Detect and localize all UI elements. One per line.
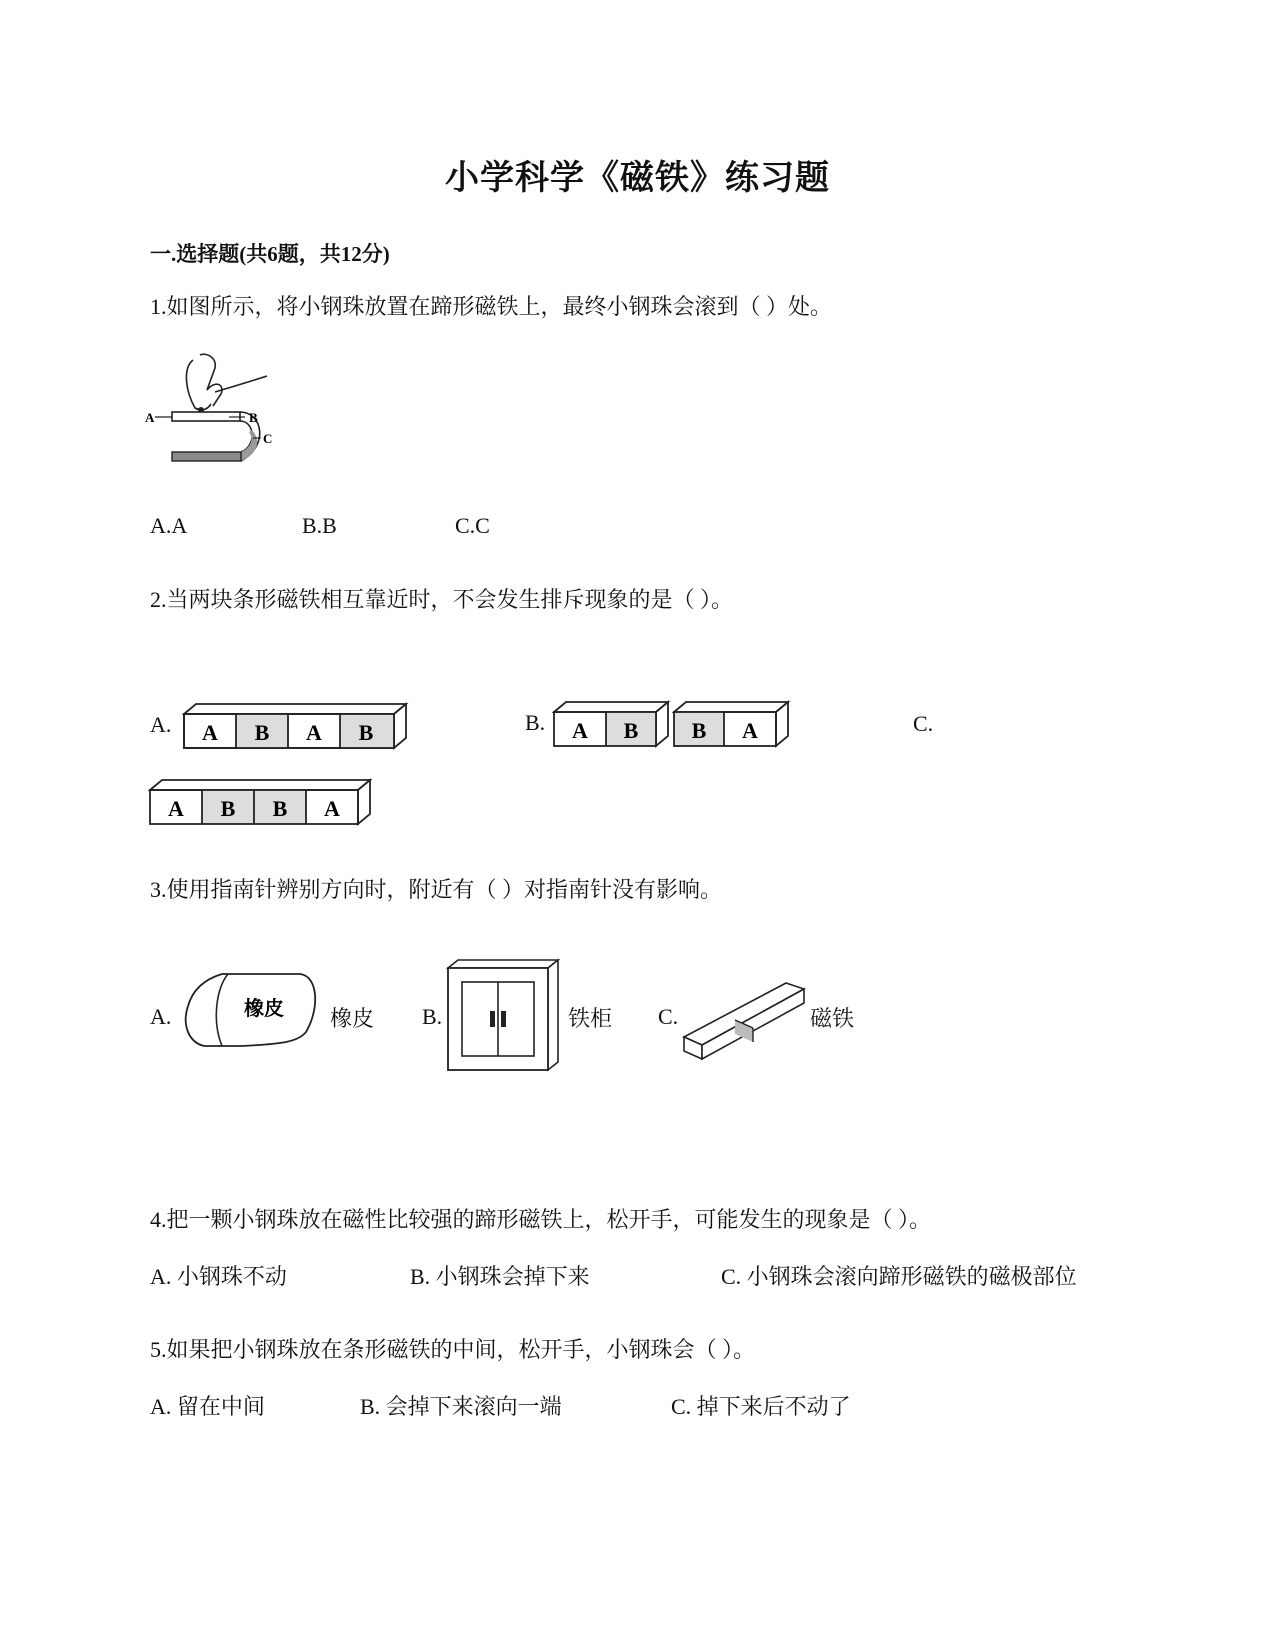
- question-3-stem: 3.使用指南针辨别方向时，附近有（ ）对指南针没有影响。: [150, 877, 723, 902]
- q1-option-a[interactable]: A.A: [150, 513, 188, 538]
- q3-option-c-name: 磁铁: [810, 1006, 855, 1031]
- figure-label-c: C: [263, 431, 273, 446]
- question-1-stem: 1.如图所示，将小钢珠放置在蹄形磁铁上，最终小钢珠会滚到（ ）处。: [150, 294, 833, 319]
- q3-option-b-label[interactable]: B.: [422, 1004, 443, 1029]
- q2b-letter-1: A: [572, 718, 588, 743]
- question-4-stem: 4.把一颗小钢珠放在磁性比较强的蹄形磁铁上，松开手，可能发生的现象是（ ）。: [150, 1207, 932, 1232]
- q2c-letter-1: A: [168, 796, 184, 821]
- q1-option-c[interactable]: C.C: [455, 513, 490, 538]
- q4-option-a[interactable]: A. 小钢珠不动: [150, 1264, 287, 1289]
- q2-figure-b: [552, 698, 792, 750]
- bar-magnet-icon: [682, 975, 812, 1067]
- q2c-letter-4: A: [324, 796, 340, 821]
- q2-option-c-label[interactable]: C.: [913, 711, 934, 736]
- q2b-letter-3: B: [691, 718, 707, 743]
- figure-label-b: B: [249, 410, 258, 425]
- q1-option-b[interactable]: B.B: [302, 513, 337, 538]
- q2a-letter-3: A: [306, 720, 322, 745]
- horseshoe-magnet-figure: [145, 350, 285, 490]
- q2a-letter-2: B: [254, 720, 270, 745]
- q4-option-c[interactable]: C. 小钢珠会滚向蹄形磁铁的磁极部位: [721, 1264, 1077, 1289]
- q5-option-c[interactable]: C. 掉下来后不动了: [671, 1394, 851, 1419]
- q3-option-a-label[interactable]: A.: [150, 1004, 172, 1029]
- q5-option-b[interactable]: B. 会掉下来滚向一端: [360, 1394, 562, 1419]
- q2b-letter-4: A: [742, 718, 758, 743]
- iron-cabinet-icon: [446, 958, 564, 1074]
- question-5-stem: 5.如果把小钢珠放在条形磁铁的中间，松开手，小钢珠会（ ）。: [150, 1337, 756, 1362]
- q5-option-a[interactable]: A. 留在中间: [150, 1394, 265, 1419]
- q2c-letter-3: B: [272, 796, 288, 821]
- section-heading: 一.选择题(共6题，共12分): [150, 242, 390, 266]
- q2-option-a-label[interactable]: A.: [150, 712, 172, 737]
- figure-label-a: A: [145, 410, 155, 425]
- q2b-letter-2: B: [623, 718, 639, 743]
- eraser-text: 橡皮: [244, 998, 284, 1020]
- q2c-letter-2: B: [220, 796, 236, 821]
- q2a-letter-4: B: [358, 720, 374, 745]
- q3-option-c-label[interactable]: C.: [658, 1004, 679, 1029]
- q2-figure-a: [182, 700, 412, 752]
- q4-option-b[interactable]: B. 小钢珠会掉下来: [410, 1264, 590, 1289]
- question-2-stem: 2.当两块条形磁铁相互靠近时，不会发生排斥现象的是（ ）。: [150, 587, 734, 612]
- q2a-letter-1: A: [202, 720, 218, 745]
- q3-option-a-name: 橡皮: [330, 1006, 375, 1031]
- q2-option-b-label[interactable]: B.: [525, 710, 546, 735]
- q2-figure-c: [148, 776, 376, 828]
- q3-option-b-name: 铁柜: [568, 1006, 613, 1031]
- page-title: 小学科学《磁铁》练习题: [445, 160, 830, 197]
- eraser-icon: [182, 968, 322, 1054]
